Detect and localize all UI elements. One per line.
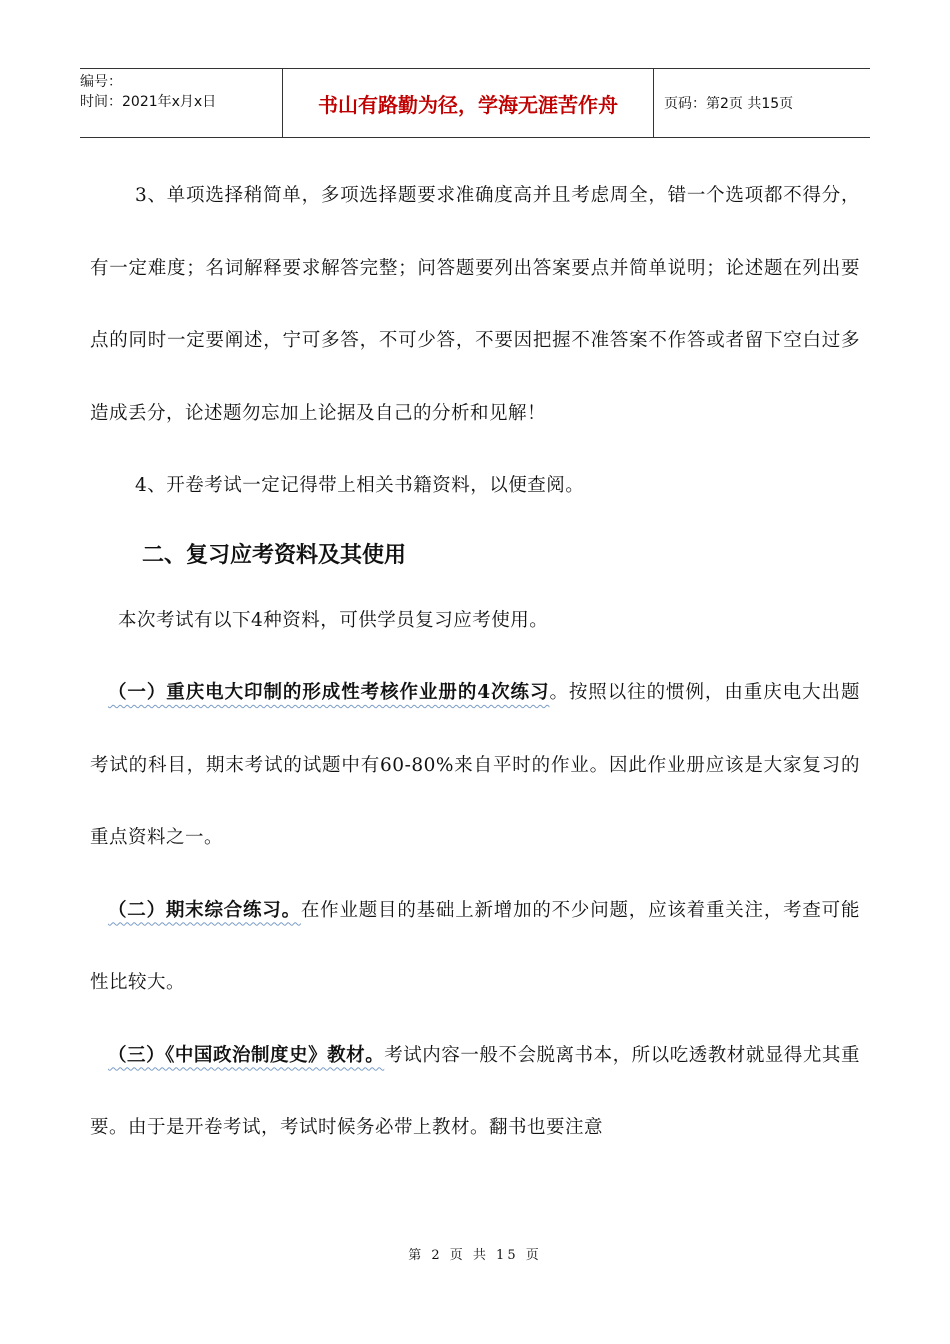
intro-paragraph: 本次考试有以下4种资料，可供学员复习应考使用。 [118, 609, 549, 631]
item-2-body: 在作业题目的基础上新增加的不少问题，应该着重关注，考查可能性比较大。 [90, 899, 860, 993]
header-meta [80, 69, 282, 137]
item-2-paragraph [90, 875, 860, 1020]
item-1-body: 。按照以往的惯例，由重庆电大出题考试的科目，期末考试的试题中有60-80%来自平时的作业。因此作业册应该是大家复习的重点资料之一。 [90, 682, 860, 848]
page-footer: 第 2 页 共 15 页 [408, 1248, 542, 1263]
document-body [90, 160, 860, 1165]
item-2-title: （二）期末综合练习。 [108, 899, 301, 921]
item-3-paragraph [90, 1020, 860, 1165]
serial-label: 编号： [80, 74, 122, 90]
paragraph-4: 4、开卷考试一定记得带上相关书籍资料，以便查阅。 [135, 475, 585, 496]
item-1-paragraph [90, 657, 860, 875]
section-heading: 二、复习应考资料及其使用 [142, 542, 407, 568]
paragraph-3: 3、单项选择稍简单，多项选择题要求准确度高并且考虑周全，错一个选项都不得分，有一定难度；名词解释要求解答完整；问答题要列出答案要点并简单说明；论述题在列出要点的同时一定要阐述，宁可多答，不可少答，不要因把握不准答案不作答或者留下空白过多造成丢分，论述题勿忘加上论据及自己的分析和见解！ [90, 185, 860, 424]
date-line: 时间：2021年x月x日 [80, 94, 217, 110]
page-header [80, 68, 870, 138]
item-3-title: （三）《中国政治制度史》教材。 [108, 1044, 385, 1066]
item-3-body: 考试内容一般不会脱离书本，所以吃透教材就显得尤其重要。由于是开卷考试，考试时候务必带上教材。翻书也要注意 [90, 1044, 860, 1138]
item-1-title: （一）重庆电大印制的形成性考核作业册的4次练习 [108, 682, 550, 703]
header-page-info: 页码：第2页 共15页 [664, 96, 794, 112]
header-motto: 书山有路勤为径，学海无涯苦作舟 [282, 69, 654, 137]
